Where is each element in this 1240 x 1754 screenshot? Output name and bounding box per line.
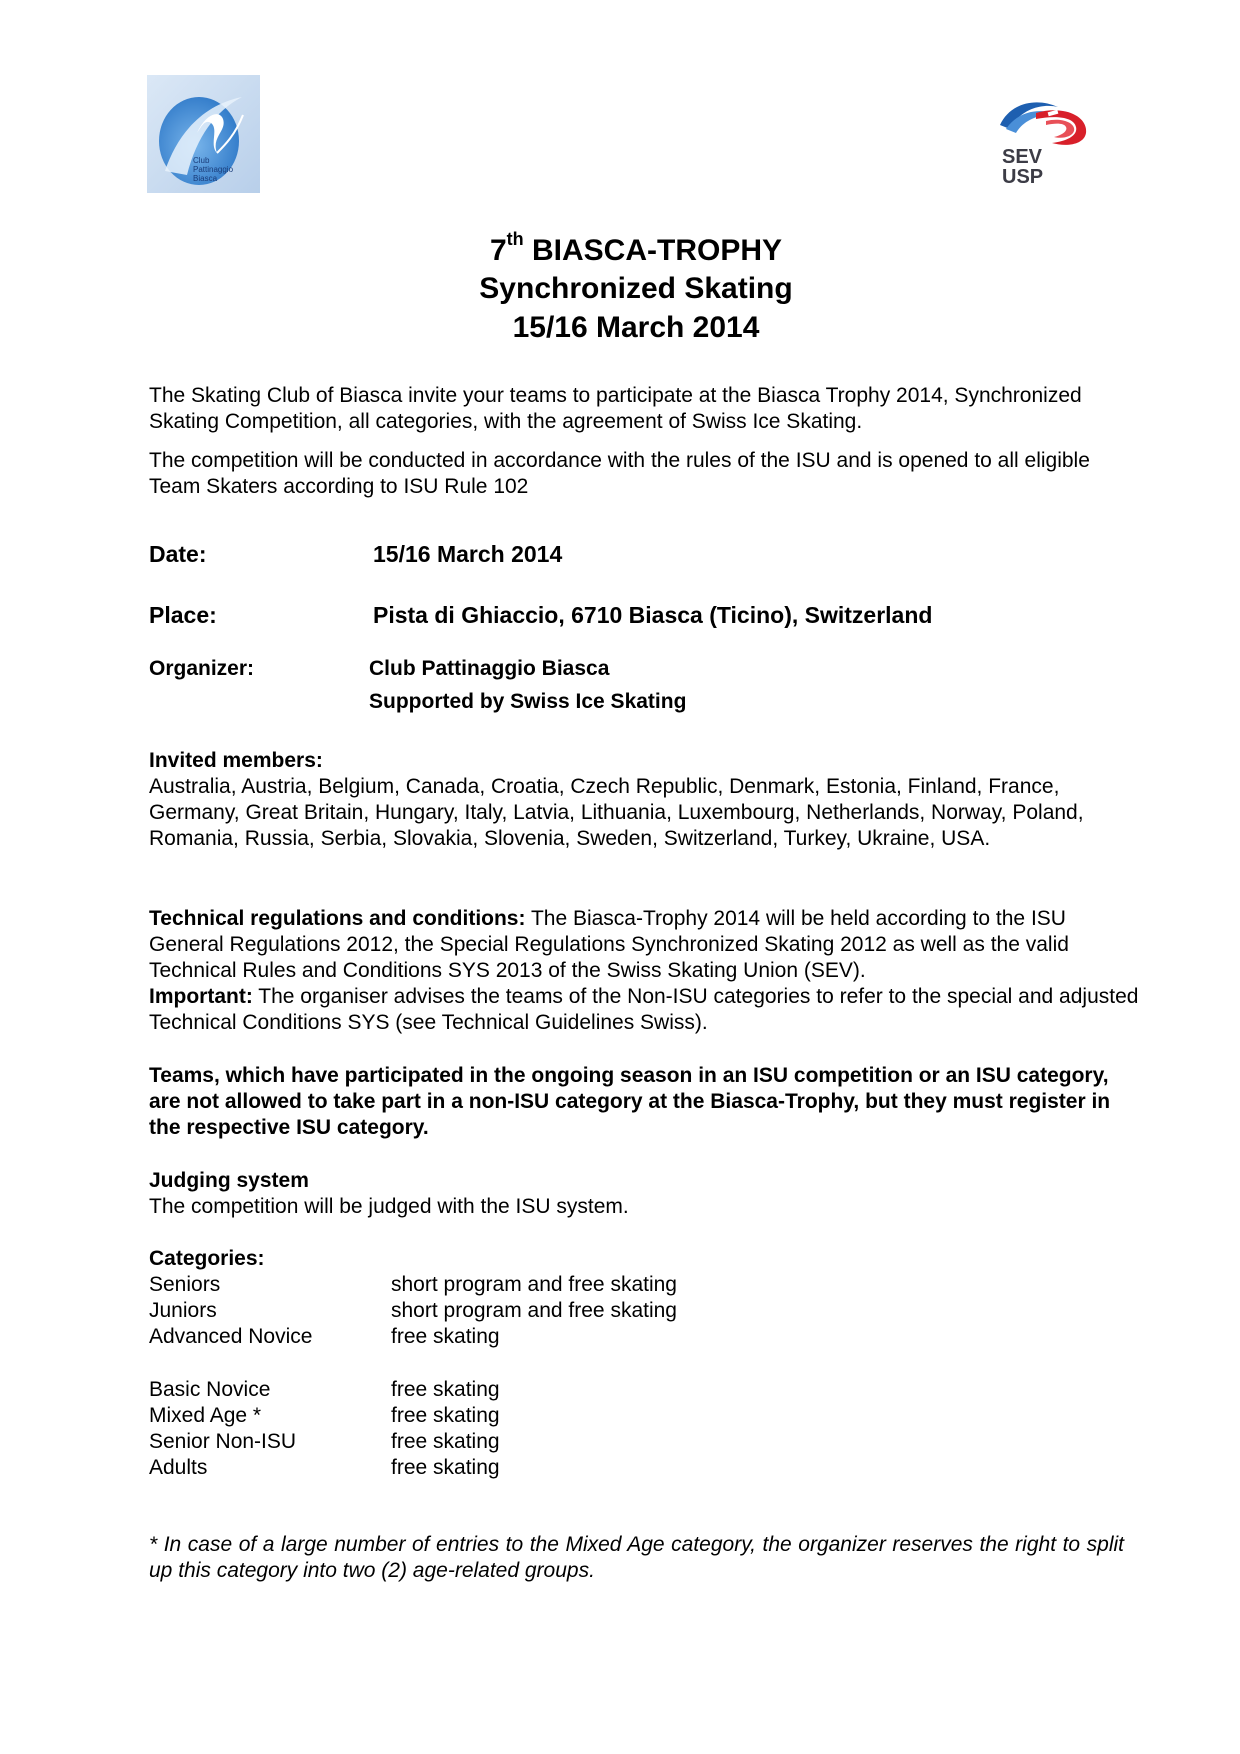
- page-subtitle: Synchronized Skating: [479, 272, 793, 305]
- technical-regulations-heading: Technical regulations and conditions:: [149, 907, 526, 930]
- technical-regulations-paragraph: [149, 906, 1139, 1036]
- category-program: short program and free skating: [391, 1273, 677, 1296]
- important-label: Important:: [149, 985, 253, 1008]
- category-program: free skating: [391, 1378, 500, 1401]
- intro-paragraph-1: The Skating Club of Biasca invite your teams to participate at the Biasca Trophy 2014, Synchronized Skating Competition, all categories, with the agreement of Swiss Ice Skating.: [149, 384, 1082, 433]
- category-name: Advanced Novice: [149, 1325, 313, 1348]
- category-name: Senior Non-ISU: [149, 1430, 297, 1453]
- organizer-label: Organizer:: [149, 657, 255, 680]
- organizer-value: Club Pattinaggio Biasca: [369, 657, 610, 680]
- page-date-heading: 15/16 March 2014: [512, 311, 760, 344]
- svg-text:Pattinaggio: Pattinaggio: [193, 165, 234, 174]
- category-program: free skating: [391, 1430, 500, 1453]
- important-text: The organiser advises the teams of the Non-ISU categories to refer to the special and adjusted Technical Conditions SYS (see Technical Guidelines Swiss).: [149, 985, 1139, 1034]
- eligibility-notice: Teams, which have participated in the ongoing season in an ISU competition or an ISU category, are not allowed to take part in a non-ISU category at the Biasca-Trophy, but they must register in the respective ISU category.: [149, 1064, 1111, 1139]
- date-label: Date:: [149, 541, 207, 567]
- intro-paragraph-2: The competition will be conducted in accordance with the rules of the ISU and is opened to all eligible Team Skaters according to ISU Rule 102: [149, 449, 1090, 498]
- usp-logo-text: USP: [1002, 166, 1044, 188]
- place-value: Pista di Ghiaccio, 6710 Biasca (Ticino), Switzerland: [373, 602, 933, 628]
- judging-system-heading: Judging system: [149, 1169, 309, 1192]
- category-name: Mixed Age *: [149, 1404, 262, 1427]
- club-pattinaggio-biasca-logo: [147, 75, 260, 193]
- category-program: short program and free skating: [391, 1299, 677, 1322]
- skater-swirl-icon: [147, 75, 260, 193]
- organizer-support: Supported by Swiss Ice Skating: [369, 690, 687, 713]
- title-ordinal-number: 7: [489, 234, 507, 267]
- category-program: free skating: [391, 1325, 500, 1348]
- place-label: Place:: [149, 602, 217, 628]
- invited-members-heading: Invited members:: [149, 749, 323, 772]
- date-value: 15/16 March 2014: [373, 541, 563, 567]
- judging-system-text: The competition will be judged with the ISU system.: [149, 1195, 629, 1218]
- svg-text:Club: Club: [193, 156, 210, 165]
- page-title: [0, 229, 1240, 269]
- category-name: Adults: [149, 1456, 208, 1479]
- category-name: Juniors: [149, 1299, 217, 1322]
- category-name: Basic Novice: [149, 1378, 271, 1401]
- svg-text:Biasca: Biasca: [193, 174, 218, 183]
- swiss-ribbon-icon: [996, 95, 1096, 147]
- sev-logo-text: SEV: [1002, 146, 1043, 168]
- sev-usp-logo: [996, 95, 1096, 195]
- categories-heading: Categories:: [149, 1247, 265, 1270]
- title-name: BIASCA-TROPHY: [523, 234, 783, 267]
- category-program: free skating: [391, 1404, 500, 1427]
- technical-regulations-text: The Biasca-Trophy 2014 will be held according to the ISU General Regulations 2012, the Special Regulations Synchronized Skating 2012 as well as the valid Technical Rules and Conditions SYS 2013 of the Swiss Skating Union (SEV).: [149, 907, 1069, 982]
- title-ordinal-suffix: th: [506, 229, 524, 249]
- category-name: Seniors: [149, 1273, 221, 1296]
- category-program: free skating: [391, 1456, 500, 1479]
- mixed-age-footnote: * In case of a large number of entries to the Mixed Age category, the organizer reserves the right to split up this category into two (2) age-related groups.: [149, 1533, 1124, 1582]
- invited-members-list: Australia, Austria, Belgium, Canada, Croatia, Czech Republic, Denmark, Estonia, Finland, France, Germany, Great Britain, Hungary, Italy, Latvia, Lithuania, Luxembourg, Netherlands, Norway, Poland, Romania, Russia, Serbia, Slovakia, Slovenia, Sweden, Switzerland, Turkey, Ukraine, USA.: [149, 775, 1084, 850]
